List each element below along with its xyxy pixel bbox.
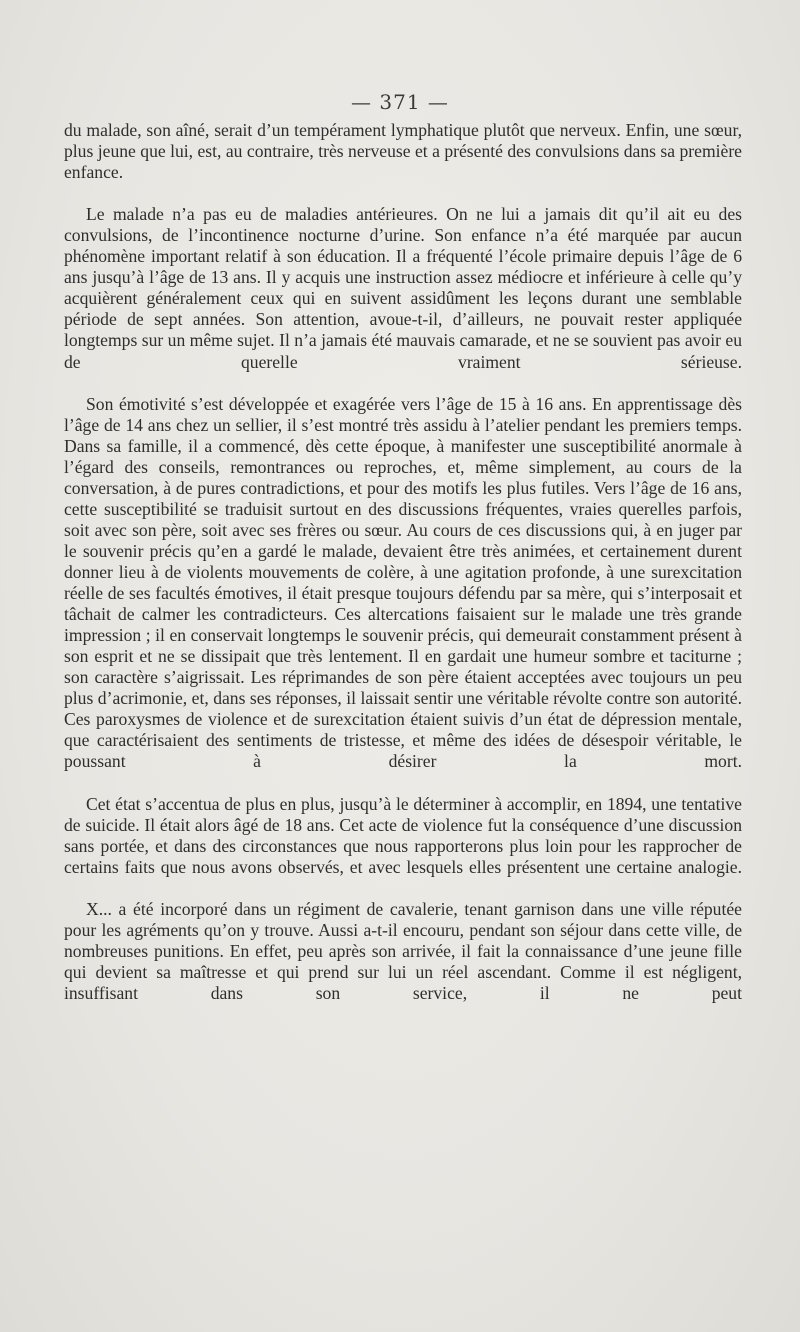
paragraph-2: Le malade n’a pas eu de maladies antérieures. On ne lui a jamais dit qu’il ait eu des convulsions, de l’incontinence nocturne d’urine. Son enfance n’a été marquée par aucun phénomène important relatif à son éducation. Il a fréquenté l’école primaire depuis l’âge de 6 ans jusqu’à l’âge de 13 ans. Il y acquis une instruction assez médiocre et inférieure à celle qu’y acquièrent généralement ceux qui en suivent assidûment les leçons durant une semblable période de sept années. Son attention, avoue-t-il, d’ailleurs, ne pouvait rester appliquée longtemps sur un même sujet. Il n’a jamais été mauvais camarade, et ne se souvient pas avoir eu de querelle vraiment sérieuse. <box>64 204 742 372</box>
paragraph-4: Cet état s’accentua de plus en plus, jusqu’à le déterminer à accomplir, en 1894, une tentative de suicide. Il était alors âgé de 18 ans. Cet acte de violence fut la conséquence d’une discussion sans portée, et dans des circonstances que nous rapporterons plus loin pour les rapprocher de certains faits que nous avons observés, et avec lesquels elles présentent une certaine analogie. <box>64 793 742 877</box>
page-number: — 371 — <box>351 90 449 114</box>
paragraph-1: du malade, son aîné, serait d’un tempérament lymphatique plutôt que nerveux. Enfin, une sœur, plus jeune que lui, est, au contraire, très nerveuse et a présenté des convulsions dans sa première enfance. <box>64 120 742 183</box>
body-text <box>64 120 742 1025</box>
paragraph-3: Son émotivité s’est développée et exagérée vers l’âge de 15 à 16 ans. En apprentissage dès l’âge de 14 ans chez un sellier, il s’est montré très assidu à l’atelier pendant les premiers temps. Dans sa famille, il a commencé, dès cette époque, à manifester une susceptibilité anormale à l’égard des conseils, remontrances ou reproches, et, même simplement, au cours de la conversation, à de pures contradictions, et pour des motifs les plus futiles. Vers l’âge de 16 ans, cette susceptibilité se traduisit surtout en des discussions fréquentes, vraies querelles parfois, soit avec son père, soit avec ses frères ou sœur. Au cours de ces discussions qui, à en juger par le souvenir précis qu’en a gardé le malade, devaient être très animées, et certainement durent donner lieu à de violents mouvements de colère, à une agitation profonde, à une surexcitation réelle de ses facultés émotives, il était presque toujours défendu par sa mère, qui s’interposait et tâchait de calmer les contradicteurs. Ces altercations faisaient sur le malade une très grande impression ; il en conservait longtemps le souvenir précis, qui demeurait constamment présent à son esprit et ne se dissipait que très lentement. Il en gardait une humeur sombre et taciturne ; son caractère s’aigrissait. Les réprimandes de son père étaient acceptées avec toujours un peu plus d’acrimonie, et, dans ses réponses, il laissait sentir une véritable révolte contre son autorité. Ces paroxysmes de violence et de surexcitation étaient suivis d’un état de dépression mentale, que caractérisaient des sentiments de tristesse, et même des idées de désespoir véritable, le poussant à désirer la mort. <box>64 393 742 772</box>
paragraph-5: X... a été incorporé dans un régiment de cavalerie, tenant garnison dans une ville réputée pour les agréments qu’on y trouve. Aussi a-t-il encouru, pendant son séjour dans cette ville, de nombreuses punitions. En effet, peu après son arrivée, il fait la connaissance d’une jeune fille qui devient sa maîtresse et qui prend sur lui un réel ascendant. Comme il est négligent, insuffisant dans son service, il ne peut <box>64 898 742 1003</box>
